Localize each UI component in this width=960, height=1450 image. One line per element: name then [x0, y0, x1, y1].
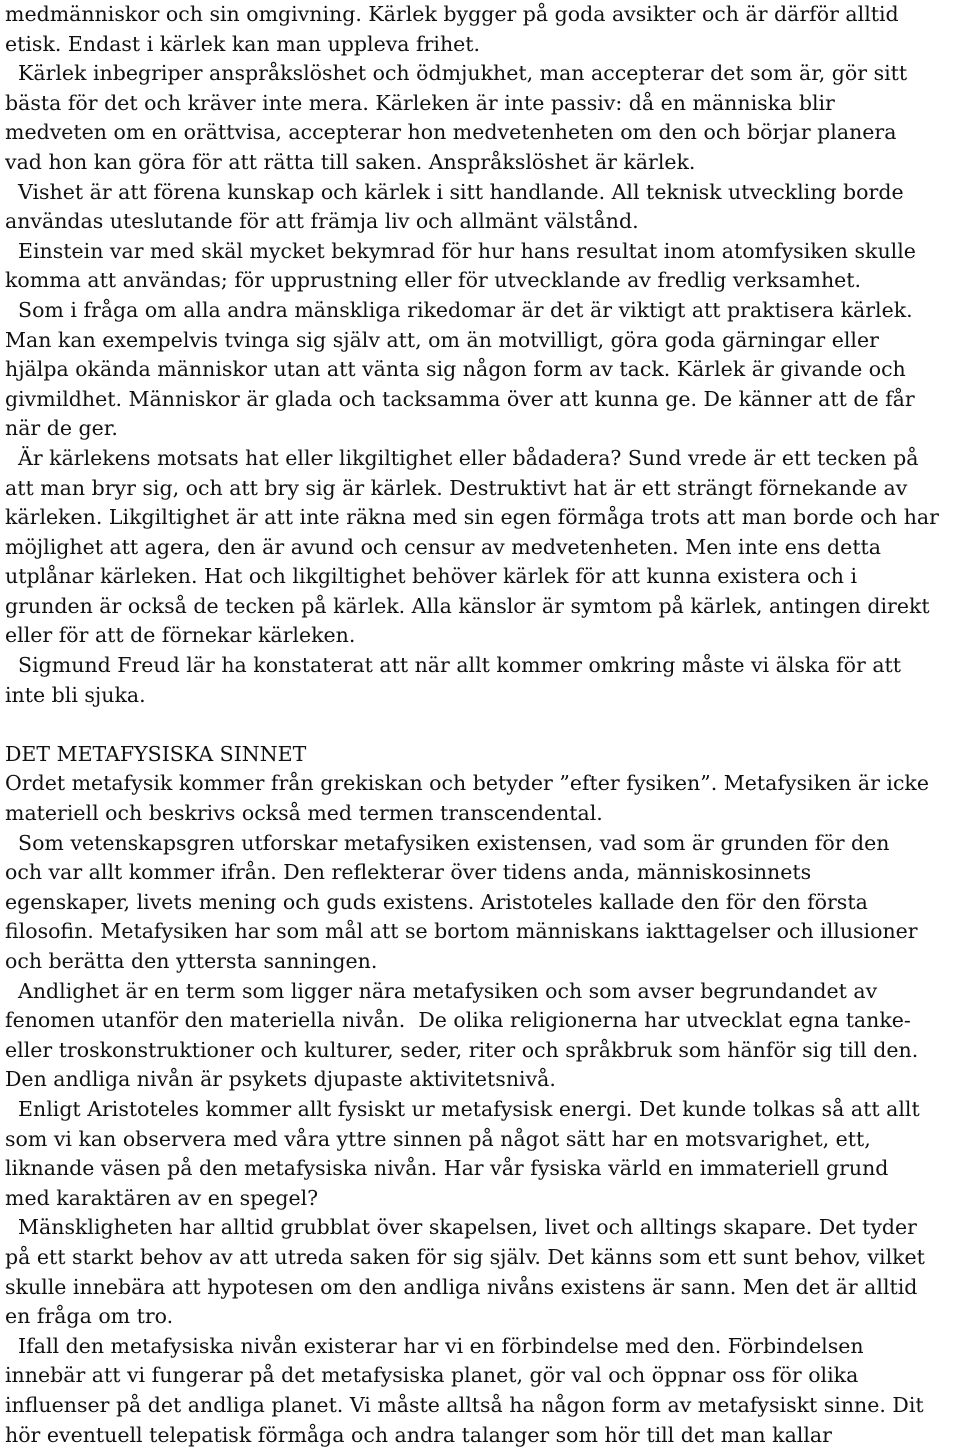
text-line: när de ger. — [5, 416, 118, 441]
document-page — [5, 0, 955, 1450]
text-line: Är kärlekens motsats hat eller likgiltighet eller bådadera? Sund vrede är ett tecken på — [5, 445, 919, 470]
paragraph-spacer — [5, 710, 955, 740]
text-line: på ett starkt behov av att utreda saken för sig själv. Det känns som ett sunt behov, vilket — [5, 1244, 925, 1269]
text-line: eller troskonstruktioner och kulturer, seder, riter och språkbruk som hänför sig till den. — [5, 1037, 919, 1062]
text-line: etisk. Endast i kärlek kan man uppleva frihet. — [5, 31, 481, 56]
text-line: Mänskligheten har alltid grubblat över skapelsen, livet och alltings skapare. Det tyder — [5, 1215, 917, 1240]
text-line: vad hon kan göra för att rätta till saken. Anspråkslöshet är kärlek. — [5, 149, 696, 174]
text-line: filosofin. Metafysiken har som mål att se bortom människans iakttagelser och illusioner — [5, 919, 918, 944]
text-line: grunden är också de tecken på kärlek. Alla känslor är symtom på kärlek, antingen direkt — [5, 593, 930, 618]
text-line: att man bryr sig, och att bry sig är kärlek. Destruktivt hat är ett strängt förnekande av — [5, 475, 908, 500]
text-line: och var allt kommer ifrån. Den reflekterar över tidens anda, människosinnets — [5, 860, 812, 885]
text-line: användas uteslutande för att främja liv och allmänt välstånd. — [5, 209, 639, 234]
text-line: givmildhet. Människor är glada och tacksamma över att kunna ge. De känner att de får — [5, 386, 915, 411]
text-line: innebär att vi fungerar på det metafysiska planet, gör val och öppnar oss för olika — [5, 1363, 859, 1388]
text-line: Man kan exempelvis tvinga sig själv att, om än motvilligt, göra goda gärningar eller — [5, 327, 879, 352]
text-line: Enligt Aristoteles kommer allt fysiskt ur metafysisk energi. Det kunde tolkas så att allt — [5, 1096, 920, 1121]
text-line: influenser på det andliga planet. Vi måste alltså ha någon form av metafysiskt sinne. Dit — [5, 1392, 924, 1417]
text-line: Andlighet är en term som ligger nära metafysiken och som avser begrundandet av — [5, 978, 878, 1003]
text-line: materiell och beskrivs också med termen transcendental. — [5, 801, 603, 826]
text-line: Kärlek inbegriper anspråkslöshet och ödmjukhet, man accepterar det som är, gör sitt — [5, 61, 908, 86]
text-line: Vishet är att förena kunskap och kärlek i sitt handlande. All teknisk utveckling borde — [5, 179, 904, 204]
text-line: medmänniskor och sin omgivning. Kärlek bygger på goda avsikter och är därför alltid — [5, 2, 899, 26]
text-line: kärleken. Likgiltighet är att inte räkna med sin egen förmåga trots att man borde och har — [5, 505, 939, 530]
text-line: fenomen utanför den materiella nivån. De olika religionerna har utvecklat egna tanke- — [5, 1008, 911, 1033]
text-line: och berätta den yttersta sanningen. — [5, 949, 378, 973]
text-line: eller för att de förnekar kärleken. — [5, 623, 356, 648]
text-line: egenskaper, livets mening och guds existens. Aristoteles kallade den för den första — [5, 889, 868, 914]
text-line: medveten om en orättvisa, accepterar hon medvetenheten om den och börjar planera — [5, 120, 897, 145]
text-line: skulle innebära att hypotesen om den andliga nivåns existens är sann. Men det är alltid — [5, 1274, 918, 1299]
section-heading: DET METAFYSISKA SINNET — [5, 741, 307, 766]
text-line: hjälpa okända människor utan att vänta sig någon form av tack. Kärlek är givande och — [5, 357, 906, 382]
text-line: Den andliga nivån är psykets djupaste aktivitetsnivå. — [5, 1067, 556, 1092]
text-line: möjlighet att agera, den är avund och censur av medvetenheten. Men inte ens detta — [5, 534, 882, 559]
text-line: Einstein var med skäl mycket bekymrad för hur hans resultat inom atomfysiken skulle — [5, 238, 916, 263]
text-line: Som vetenskapsgren utforskar metafysiken existensen, vad som är grunden för den — [5, 830, 890, 855]
text-line: en fråga om tro. — [5, 1304, 174, 1329]
text-line: med karaktären av en spegel? — [5, 1185, 319, 1210]
text-line: hör eventuell telepatisk förmåga och andra talanger som hör till det man kallar — [5, 1422, 832, 1447]
section-metafysiska-sinnet — [5, 769, 955, 1450]
section-karlek — [5, 0, 955, 710]
text-line: bästa för det och kräver inte mera. Kärleken är inte passiv: då en människa blir — [5, 90, 835, 115]
text-line: utplånar kärleken. Hat och likgiltighet behöver kärlek för att kunna existera och i — [5, 564, 858, 589]
text-line: Ifall den metafysiska nivån existerar har vi en förbindelse med den. Förbindelsen — [5, 1333, 864, 1358]
text-line: Sigmund Freud lär ha konstaterat att när allt kommer omkring måste vi älska för att — [5, 653, 902, 678]
text-line: komma att användas; för upprustning eller för utvecklande av fredlig verksamhet. — [5, 268, 862, 293]
text-line: inte bli sjuka. — [5, 682, 146, 707]
text-line: Som i fråga om alla andra mänskliga rikedomar är det är viktigt att praktisera kärlek. — [5, 297, 913, 322]
text-line: liknande väsen på den metafysiska nivån. Har vår fysiska värld en immateriell grund — [5, 1156, 889, 1181]
text-line: som vi kan observera med våra yttre sinnen på något sätt har en motsvarighet, ett, — [5, 1126, 871, 1151]
text-line: Ordet metafysik kommer från grekiskan och betyder ”efter fysiken”. Metafysiken är icke — [5, 771, 929, 796]
